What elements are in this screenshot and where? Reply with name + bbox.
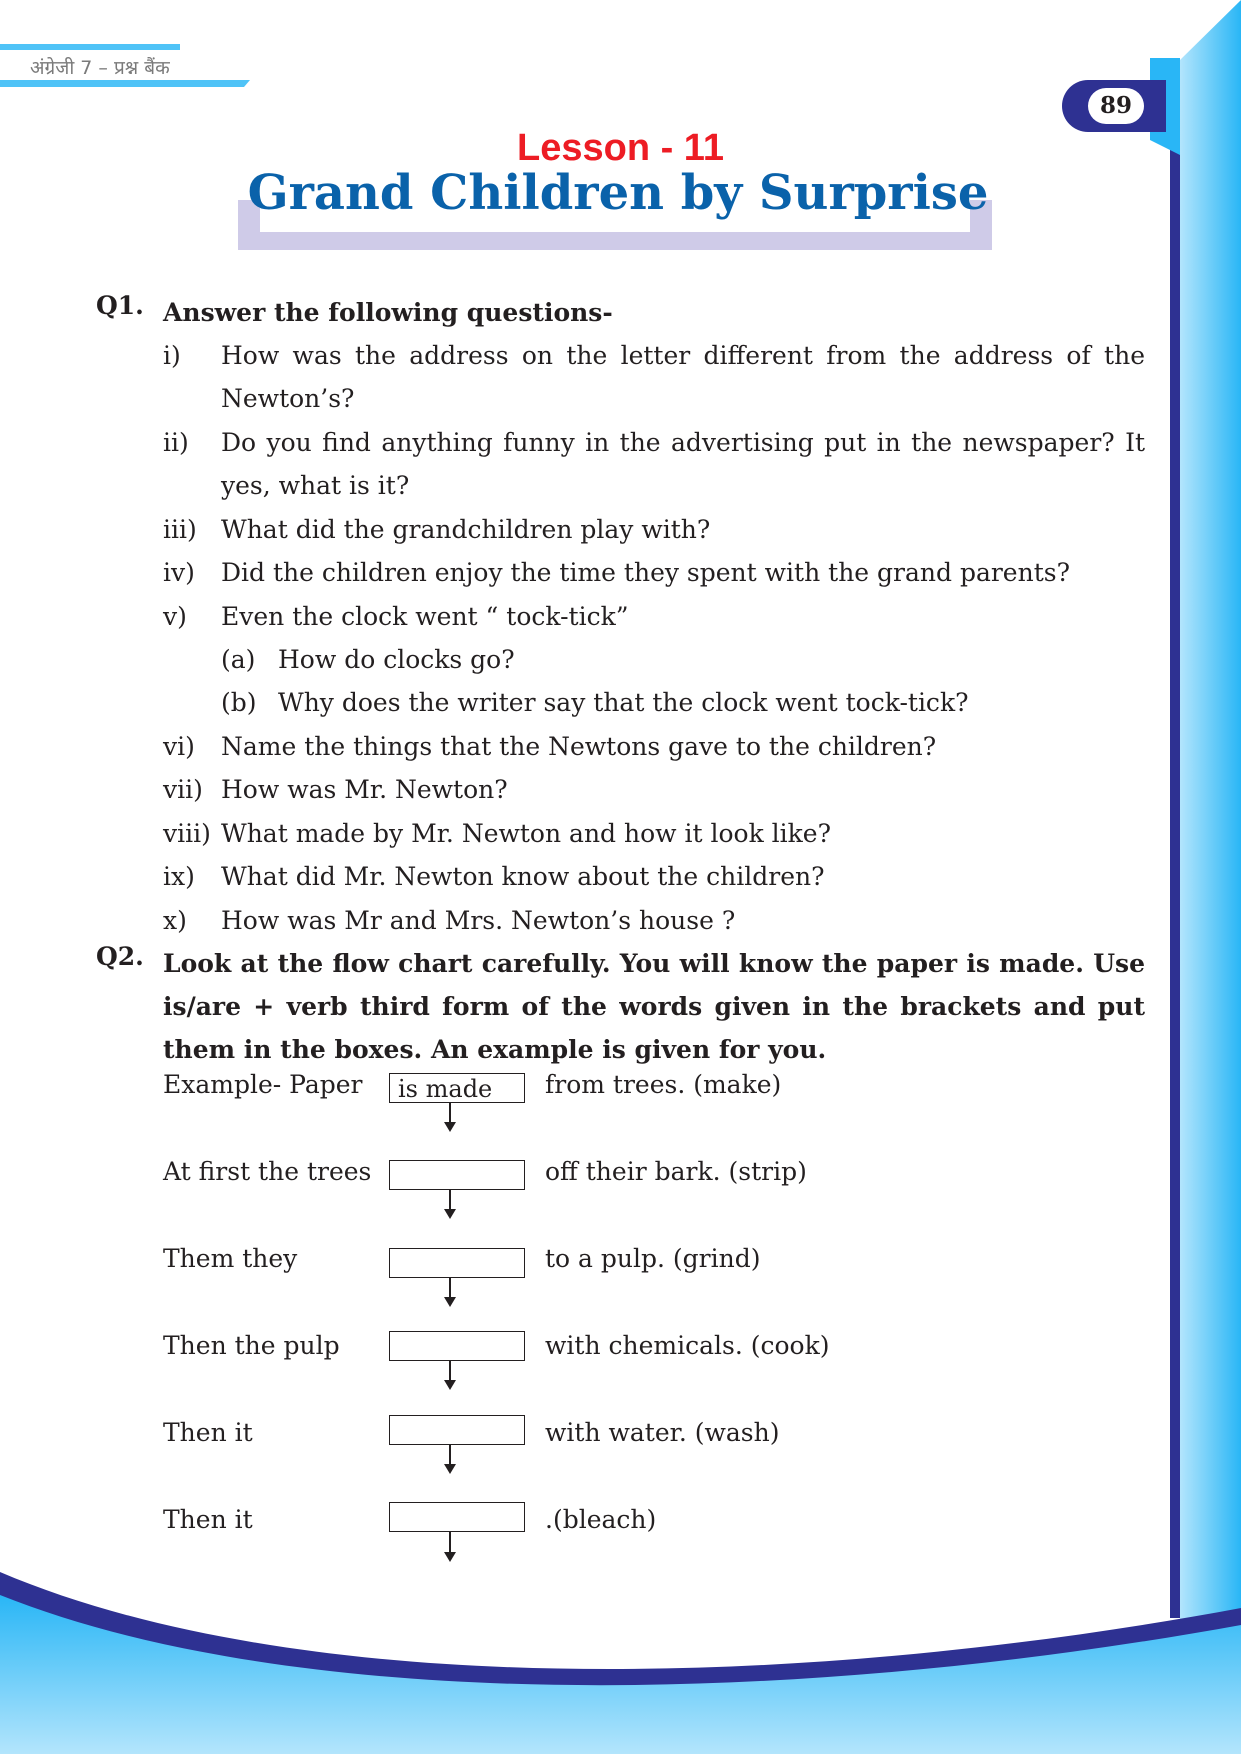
flow-row-label: Then it <box>163 1418 253 1447</box>
q2-heading: Look at the flow chart carefully. You will know the paper is made. Use is/are + verb third form of the words given in the brackets and put them in the boxes. An example is given for you. <box>163 949 1145 1064</box>
item-number: iii) <box>163 515 197 544</box>
item-text: Did the children enjoy the time they spent with the grand parents? <box>221 558 1070 587</box>
flow-row-hint: .(bleach) <box>545 1505 657 1534</box>
flow-row-label: Then the pulp <box>163 1331 340 1360</box>
flow-row-hint: from trees. (make) <box>545 1070 782 1099</box>
item-text: How do clocks go? <box>278 645 515 674</box>
flow-answer-box[interactable] <box>389 1248 525 1278</box>
flow-arrowhead <box>444 1297 456 1307</box>
flow-arrow <box>449 1361 451 1380</box>
flow-arrowhead <box>444 1380 456 1390</box>
q1-heading: Answer the following questions- <box>163 298 613 327</box>
flow-row-label: At first the trees <box>163 1157 372 1186</box>
item-text: What did Mr. Newton know about the children? <box>221 862 825 891</box>
flow-arrow <box>449 1190 451 1209</box>
header-stripe-top <box>0 44 180 50</box>
item-text: Even the clock went “ tock-tick” <box>221 602 629 631</box>
flow-arrow <box>449 1278 451 1297</box>
flow-arrowhead <box>444 1209 456 1219</box>
item-number: v) <box>163 602 187 631</box>
item-number: vi) <box>163 732 195 761</box>
flow-row-label: Them they <box>163 1244 298 1273</box>
flow-arrowhead <box>444 1122 456 1132</box>
flow-row-hint: off their bark. (strip) <box>545 1157 807 1186</box>
item-number: (b) <box>221 688 257 717</box>
q2-number: Q2. <box>96 942 144 971</box>
flow-arrow <box>449 1103 451 1122</box>
item-text: What did the grandchildren play with? <box>221 515 711 544</box>
flow-answer-box[interactable] <box>389 1415 525 1445</box>
item-number: vii) <box>163 775 203 804</box>
q1-number: Q1. <box>96 291 144 320</box>
item-number: iv) <box>163 558 195 587</box>
lesson-label <box>0 127 1241 170</box>
item-text: Why does the writer say that the clock went tock-tick? <box>278 688 969 717</box>
item-text: How was Mr. Newton? <box>221 775 508 804</box>
flow-answer-box[interactable]: is made <box>389 1073 525 1103</box>
item-text: How was Mr and Mrs. Newton’s house ? <box>221 906 736 935</box>
flow-answer-box[interactable] <box>389 1160 525 1190</box>
item-number: ix) <box>163 862 195 891</box>
item-number: x) <box>163 906 187 935</box>
flow-answer-box[interactable] <box>389 1502 525 1532</box>
right-band <box>1180 0 1241 1754</box>
flow-answer-box[interactable] <box>389 1331 525 1361</box>
flow-arrowhead <box>444 1464 456 1474</box>
header-stripe-bottom <box>0 80 250 87</box>
lesson-label-text: Lesson - 11 <box>517 127 724 169</box>
page-number: 89 <box>1088 88 1144 124</box>
item-number: ii) <box>163 428 189 457</box>
right-navy-bar <box>1170 58 1180 1618</box>
item-text: Do you find anything funny in the advertising put in the newspaper? It yes, what is it? <box>221 428 1145 500</box>
item-text: What made by Mr. Newton and how it look like? <box>221 819 832 848</box>
item-number: i) <box>163 341 181 370</box>
item-number: viii) <box>163 819 211 848</box>
flow-arrow <box>449 1445 451 1464</box>
book-title: अंग्रेजी 7 – प्रश्न बैंक <box>30 57 170 79</box>
item-text: Name the things that the Newtons gave to the children? <box>221 732 937 761</box>
flow-arrowhead <box>444 1552 456 1562</box>
flow-arrow <box>449 1532 451 1552</box>
flow-row-label: Example- Paper <box>163 1070 363 1099</box>
flow-row-label: Then it <box>163 1505 253 1534</box>
flow-row-hint: with water. (wash) <box>545 1418 780 1447</box>
item-number: (a) <box>221 645 256 674</box>
flow-row-hint: with chemicals. (cook) <box>545 1331 830 1360</box>
item-text: How was the address on the letter different from the address of the Newton’s? <box>221 341 1145 413</box>
lesson-title: Grand Children by Surprise <box>247 165 989 221</box>
flow-row-hint: to a pulp. (grind) <box>545 1244 761 1273</box>
